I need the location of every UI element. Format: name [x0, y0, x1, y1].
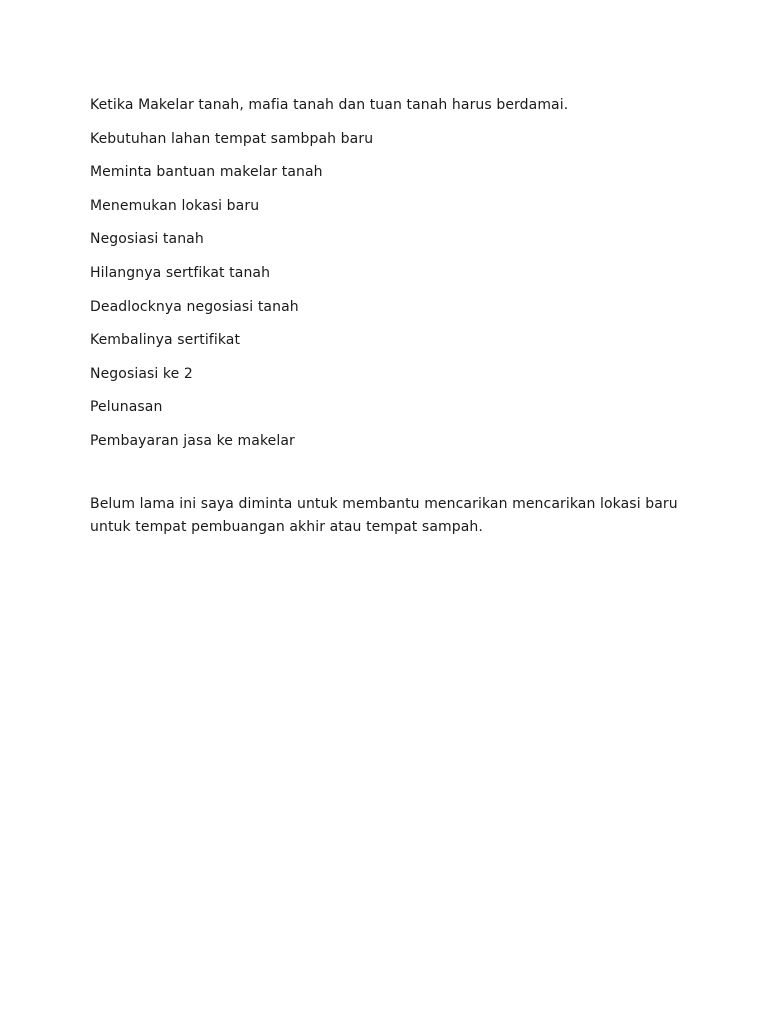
- body-paragraph: Belum lama ini saya diminta untuk membantu mencarikan mencarikan lokasi baru untuk tempat pembuangan akhir atau tempat sampah.: [90, 495, 678, 535]
- outline-item: Menemukan lokasi baru: [90, 197, 260, 214]
- outline-item: Hilangnya sertfikat tanah: [90, 264, 271, 281]
- document-title: Ketika Makelar tanah, mafia tanah dan tuan tanah harus berdamai.: [90, 97, 569, 113]
- outline-item: Negosiasi tanah: [90, 231, 204, 248]
- outline-item: Deadlocknya negosiasi tanah: [90, 298, 299, 315]
- outline-item: Pembayaran jasa ke makelar: [90, 432, 295, 449]
- document-body: [90, 93, 690, 539]
- outline-item: Negosiasi ke 2: [90, 365, 193, 382]
- outline-item: Kebutuhan lahan tempat sambpah baru: [90, 130, 374, 147]
- outline-item: Kembalinya sertifikat: [90, 332, 241, 349]
- outline-list: [90, 127, 690, 453]
- outline-item: Meminta bantuan makelar tanah: [90, 164, 323, 181]
- outline-item: Pelunasan: [90, 399, 163, 416]
